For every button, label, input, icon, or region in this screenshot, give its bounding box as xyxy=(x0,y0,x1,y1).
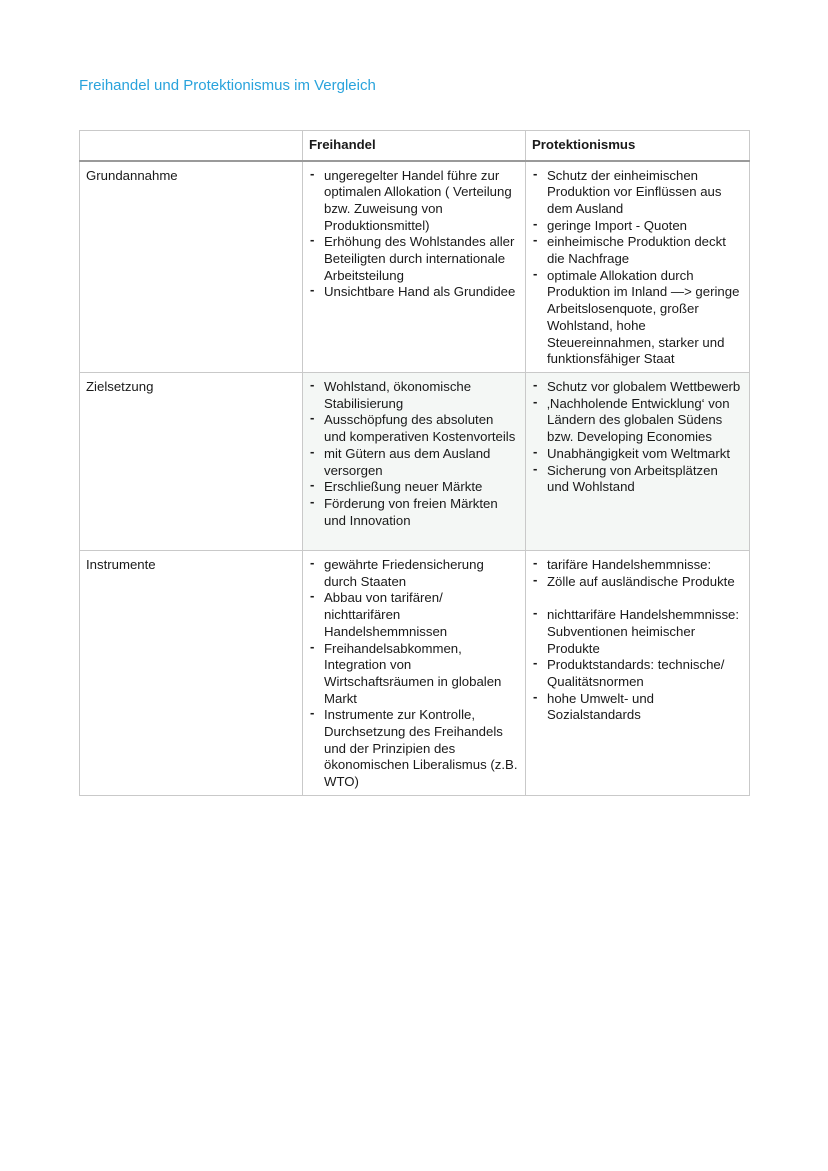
row-label: Grundannahme xyxy=(80,161,303,373)
bullet-list xyxy=(309,168,519,302)
table-row-instrumente xyxy=(80,551,750,796)
comparison-table xyxy=(79,130,750,796)
list-item: - einheimische Produktion deckt die Nachfrage xyxy=(532,234,743,267)
list-item: - Erhöhung des Wohlstandes aller Beteiligten durch internationale Arbeitsteilung xyxy=(309,234,519,284)
list-item: - optimale Allokation durch Produktion im Inland —> geringe Arbeitslosenquote, großer Wohlstand, hohe Steuereinnahmen, starker und funktionsfähiger Staat xyxy=(532,268,743,368)
bullet-list xyxy=(532,168,743,368)
list-item: - nichttarifäre Handelshemmnisse: Subventionen heimischer Produkte xyxy=(532,607,743,657)
bullet-list xyxy=(532,379,743,496)
bullet-list xyxy=(309,557,519,791)
list-item: - Produktstandards: technische/ Qualitätsnormen xyxy=(532,657,743,690)
list-item: - Förderung von freien Märkten und Innovation xyxy=(309,496,519,529)
list-item: - Zölle auf ausländische Produkte xyxy=(532,574,743,591)
list-item: - mit Gütern aus dem Ausland versorgen xyxy=(309,446,519,479)
table-row-zielsetzung xyxy=(80,373,750,551)
list-item: - Schutz der einheimischen Produktion vor Einflüssen aus dem Ausland xyxy=(532,168,743,218)
list-item: - ungeregelter Handel führe zur optimalen Allokation ( Verteilung bzw. Zuweisung von Produktionsmittel) xyxy=(309,168,519,235)
cell-freihandel xyxy=(303,373,526,551)
list-item: - Wohlstand, ökonomische Stabilisierung xyxy=(309,379,519,412)
list-item: - hohe Umwelt- und Sozialstandards xyxy=(532,691,743,724)
list-item: - Freihandelsabkommen, Integration von Wirtschaftsräumen in globalen Markt xyxy=(309,641,519,708)
cell-protektionismus xyxy=(526,551,750,796)
list-item: - Sicherung von Arbeitsplätzen und Wohlstand xyxy=(532,463,743,496)
bullet-list xyxy=(532,557,743,724)
cell-protektionismus xyxy=(526,373,750,551)
bullet-list xyxy=(309,379,519,529)
cell-freihandel xyxy=(303,551,526,796)
row-label: Instrumente xyxy=(80,551,303,796)
list-item: - Unsichtbare Hand als Grundidee xyxy=(309,284,519,301)
header-protektionismus: Protektionismus xyxy=(526,131,750,161)
list-item: - Erschließung neuer Märkte xyxy=(309,479,519,496)
list-item: - geringe Import - Quoten xyxy=(532,218,743,235)
list-item: - gewährte Friedensicherung durch Staaten xyxy=(309,557,519,590)
cell-freihandel xyxy=(303,161,526,373)
list-item: - Unabhängigkeit vom Weltmarkt xyxy=(532,446,743,463)
list-item: - Instrumente zur Kontrolle, Durchsetzung des Freihandels und der Prinzipien des ökonomischen Liberalismus (z.B. WTO) xyxy=(309,707,519,791)
list-item: - Abbau von tarifären/ nichttarifären Handelshemmnissen xyxy=(309,590,519,640)
list-item: - Schutz vor globalem Wettbewerb xyxy=(532,379,743,396)
document-title: Freihandel und Protektionismus im Vergleich xyxy=(79,77,376,94)
row-label: Zielsetzung xyxy=(80,373,303,551)
table-row-grundannahme xyxy=(80,161,750,373)
header-freihandel: Freihandel xyxy=(303,131,526,161)
list-item: - tarifäre Handelshemmnisse: xyxy=(532,557,743,574)
cell-protektionismus xyxy=(526,161,750,373)
header-empty xyxy=(80,131,303,161)
list-item: - Ausschöpfung des absoluten und komperativen Kostenvorteils xyxy=(309,412,519,445)
list-item: - ‚Nachholende Entwicklung‘ von Ländern des globalen Südens bzw. Developing Economies xyxy=(532,396,743,446)
table-header-row xyxy=(80,131,750,161)
